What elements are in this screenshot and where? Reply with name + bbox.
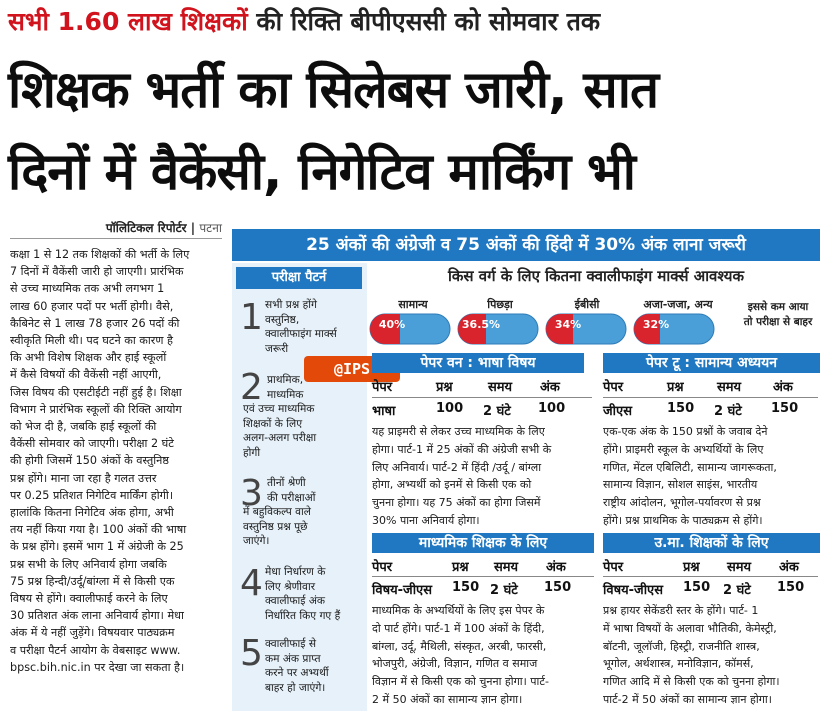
body-line: 30 प्रतिशत अंक लाना अनिवार्य होगा। मेधा [10, 609, 184, 623]
supertitle-rest: की रिक्ति बीपीएससी को सोमवार तक [256, 7, 601, 36]
body-line: से उच्च माध्यमिक तक अभी लगभग 1 [10, 282, 165, 296]
body-line: जिस विषय की एसटीईटी नहीं हुई है। शिक्षा [10, 385, 182, 399]
pattern-number: 3 [240, 473, 263, 514]
pill-value: 32% [642, 318, 670, 331]
exam-pattern-title: परीक्षा पैटर्न [236, 267, 362, 289]
body-line: कि अभी विशेष शिक्षक और हाई स्कूलों [10, 351, 167, 365]
higher-secondary-description: प्रश्न हायर सेकेंडरी स्तर के होंगे। पार्ट- 1 में भाषा विषयों के अलावा भौतिकी, केमेस्ट्री, बॉटनी, जूलॉजी, हिस्ट्री, राजनीति शास्त्र, भूगोल, अर्थशास्त्र, मनोविज्ञान, कॉमर्स, गणित आदि में से किसी एक को चुनना होगा। पार्ट-2 में 50 अंकों का सामान्य ज्ञान होगा। [603, 604, 780, 706]
body-line: स्वीकृति मिली थी। पद घटने का कारण है [10, 334, 173, 348]
body-line: कक्षा 1 से 12 तक शिक्षकों की भर्ती के लिए [10, 248, 190, 261]
pattern-point-4: मेधा निर्धारण के लिए श्रेणीवार क्वालीफाई अंक निर्धारित किए गए हैं [265, 566, 341, 622]
supertitle-highlight: सभी 1.60 लाख शिक्षकों [8, 7, 248, 36]
body-line: वैकेंसी सोमवार को जाएगी। परीक्षा 2 घंटे [10, 437, 174, 451]
headline-line-2: दिनों में वैकेंसी, निगेटिव मार्किंग भी [8, 143, 636, 202]
body-line: के प्रश्न होंगे। इसमें भाग 1 में अंग्रेजी के 25 [10, 540, 184, 554]
higher-secondary-title: उ.मा. शिक्षकों के लिए [603, 533, 820, 553]
key-banner: 25 अंकों की अंग्रेजी व 75 अंकों की हिंदी में 30% अंक लाना जरूरी [232, 229, 820, 261]
qualifying-note: इससे कम आया तो परीक्षा से बाहर [743, 301, 813, 328]
body-line: लाख 60 हजार पदों पर भर्ती होगी। वैसे, [10, 299, 174, 313]
pattern-point-5: क्वालीफाई से कम अंक प्राप्त करने पर अभ्यर्थी बाहर हो जाएंगे। [265, 638, 329, 694]
body-line: अंक में ये नहीं जुड़ेंगे। विषयवार पाठ्यक्रम [10, 626, 175, 640]
category-label: पिछड़ा [487, 298, 513, 311]
body-line: प्रश्न होंगे। माना जा रहा है गलत उत्तर [10, 471, 157, 485]
pattern-number: 1 [240, 297, 263, 338]
byline: पॉलिटिकल रिपोर्टर | पटना [10, 219, 222, 239]
ips-watermark: @IPS [304, 356, 400, 382]
body-line: को भेज दी है, जबकि हाई स्कूलों की [10, 420, 157, 434]
body-line: व परीक्षा पैटर्न आयोग के वेबसाइट www. [10, 643, 181, 657]
pill-value: 34% [554, 318, 582, 331]
pill-value: 36.5% [461, 318, 501, 331]
category-label: सामान्य [398, 298, 428, 311]
category-label: अजा-जजा, अन्य [643, 298, 713, 311]
qualifying-title: किस वर्ग के लिए कितना क्वालीफाइंग मार्क्स आवश्यक [448, 267, 744, 285]
secondary-title: माध्यमिक शिक्षक के लिए [372, 533, 594, 553]
body-line: की होगी जिसमें 150 अंकों के वस्तुनिष्ठ [10, 454, 169, 468]
body-line: कैबिनेट से 1 लाख 78 हजार 26 पदों की [10, 316, 180, 330]
body-line: में कैसे विषयों की वैकेंसी नहीं आएगी, [10, 368, 162, 382]
article-body [10, 246, 224, 706]
supertitle [8, 4, 820, 44]
pattern-point-3: तीनों श्रेणी की परीक्षाओं में बहुविकल्प वाले वस्तुनिष्ठ प्रश्न पूछे जाएंगे। [243, 477, 316, 547]
body-line: bpsc.bih.nic.in पर देखा जा सकता है। [10, 660, 185, 674]
body-line: तय नहीं किया गया है। 100 अंकों की भाषा [10, 523, 187, 537]
pattern-number: 4 [240, 563, 263, 604]
pill-value: 40% [378, 318, 406, 331]
body-line: प्रश्न सभी के लिए अनिवार्य होगा जबकि [10, 557, 167, 571]
pattern-number: 2 [240, 367, 263, 408]
paper1-description: यह प्राइमरी से लेकर उच्च माध्यमिक के लिए होगा। पार्ट-1 में 25 अंकों की अंग्रेजी सभी के लिए अनिवार्य। पार्ट-2 में हिंदी /उर्दू / बांग्ला होगा, अभ्यर्थी को इनमें से किसी एक को चुनना होगा। यह 75 अंकों का होगा जिसमें 30% पाना अनिवार्य होगा। [372, 425, 552, 527]
byline-city: पटना [199, 221, 222, 235]
pattern-point-2: प्राथमिक, माध्यमिक एवं उच्च माध्यमिक शिक्षकों के लिए अलग-अलग परीक्षा होगी [243, 374, 317, 459]
pattern-point-1: सभी प्रश्न होंगे वस्तुनिष्ठ, क्वालीफाइंग मार्क्स जरूरी [265, 299, 337, 355]
body-line: 75 प्रश्न हिन्दी/उर्दू/बांग्ला में से किसी एक [10, 574, 175, 588]
paper1-title: पेपर वन : भाषा विषय [372, 353, 584, 373]
pattern-number: 5 [240, 633, 263, 674]
body-line: हालांकि कितना निगेटिव अंक होगा, अभी [10, 506, 174, 520]
body-line: पर 0.25 प्रतिशत निगेटिव मार्किंग होगी। [10, 488, 174, 502]
paper2-title: पेपर टू : सामान्य अध्ययन [603, 353, 820, 373]
body-line: 7 दिनों में वैकेंसी जारी हो जाएगी। प्रारंभिक [10, 265, 184, 279]
paper2-description: एक-एक अंक के 150 प्रश्नों के जवाब देने होंगे। प्राइमरी स्कूल के अभ्यर्थियों के लिए गणित, मेंटल एबिलिटी, सामान्य जागरूकता, सामान्य विज्ञान, सोशल साइंस, भारतीय राष्ट्रीय आंदोलन, भूगोल-पर्यावरण से प्रश्न होंगे। प्रश्न प्राथमिक के पाठ्यक्रम से होंगे। [603, 425, 777, 527]
body-line: विषय से होंगे। क्वालीफाई करने के लिए [10, 592, 168, 606]
byline-reporter: पॉलिटिकल रिपोर्टर [105, 221, 187, 235]
secondary-description: माध्यमिक के अभ्यर्थियों के लिए इस पेपर के दो पार्ट होंगे। पार्ट-1 में 100 अंकों के हिंदी, बांग्ला, उर्दू, मैथिली, संस्कृत, अरबी, फारसी, भोजपुरी, अंग्रेजी, विज्ञान, गणित व समाज विज्ञान में से किसी एक को चुनना होगा। पार्ट- 2 में 50 अंकों का सामान्य ज्ञान होगा। [372, 604, 549, 706]
headline-line-1: शिक्षक भर्ती का सिलेबस जारी, सात [8, 61, 659, 120]
category-label: ईबीसी [574, 298, 600, 311]
body-line: विभाग ने प्रारंभिक स्कूलों की रिक्ति आयोग [10, 402, 182, 416]
